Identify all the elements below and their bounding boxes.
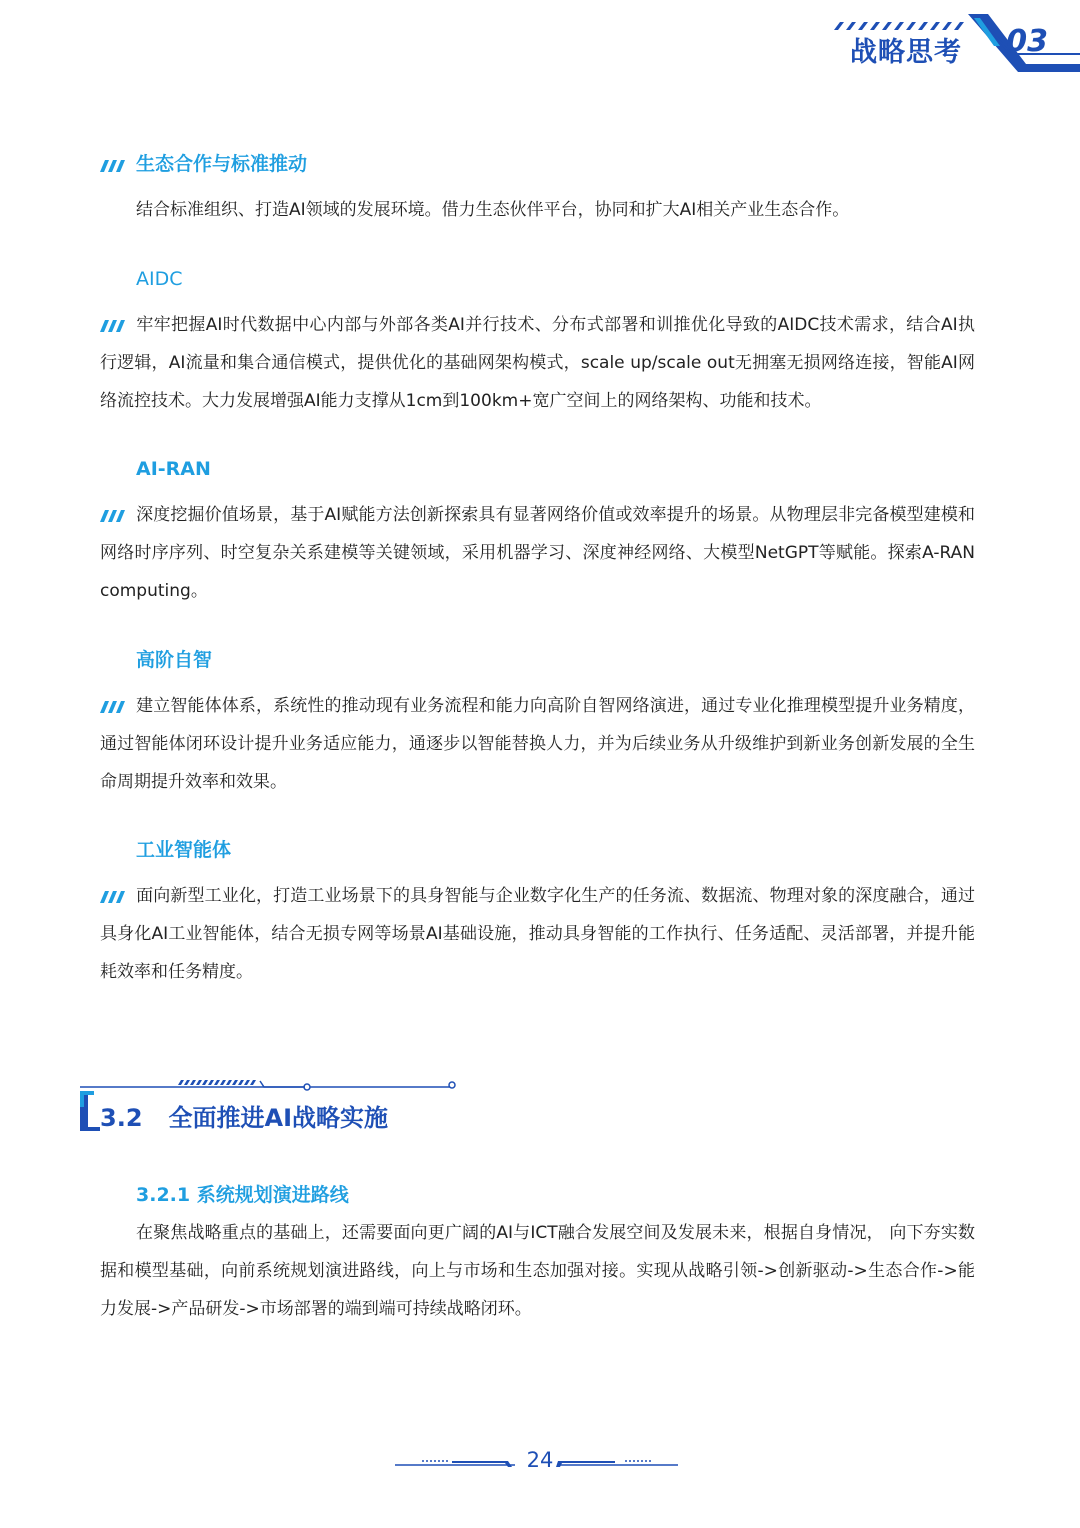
page-header [820, 0, 1080, 80]
aidc-heading: AIDC [136, 268, 183, 290]
ai-ran-heading: AI-RAN [136, 458, 211, 480]
section-ecology [100, 152, 975, 229]
slash-marks-icon [100, 510, 126, 522]
autonomy-heading: 高阶自智 [136, 649, 213, 671]
autonomy-paragraph [100, 687, 975, 801]
ai-ran-body: 深度挖掘价值场景，基于AI赋能方法创新探索具有显著网络价值或效率提升的场景。从物理层非完备模型建模和网络时序序列、时空复杂关系建模等关键领域，采用机器学习、深度神经网络、大模型NetGPT等赋能。探索A-RAN computing。 [100, 505, 975, 601]
subsection-3-2-1-body: 在聚焦战略重点的基础上，还需要面向更广阔的AI与ICT融合发展空间及发展未来，根据自身情况， 向下夯实数据和模型基础，向前系统规划演进路线，向上与市场和生态加强对接。实现从战略引领->创新驱动->生态合作->能力发展->产品研发->市场部署的端到端可持续战略闭环。 [100, 1223, 975, 1319]
slash-marks-icon [100, 701, 126, 713]
aidc-paragraph [100, 306, 975, 420]
page-number: 24 [526, 1448, 554, 1472]
industrial-heading: 工业智能体 [136, 839, 232, 861]
section-autonomy [100, 648, 975, 801]
section-ai-ran [100, 457, 975, 610]
slash-marks-icon [100, 160, 126, 172]
section-3-2-title [100, 1098, 388, 1133]
slash-marks-icon [100, 320, 126, 332]
ecology-heading-text: 生态合作与标准推动 [136, 153, 308, 175]
section-3-2-number: 3.2 [100, 1104, 143, 1132]
industrial-paragraph [100, 877, 975, 991]
ai-ran-paragraph [100, 496, 975, 610]
autonomy-body: 建立智能体体系，系统性的推动现有业务流程和能力向高阶自智网络演进，通过专业化推理模型提升业务精度，通过智能体闭环设计提升业务适应能力，通逐步以智能替换人力，并为后续业务从升级维护到新业务创新发展的全生命周期提升效率和效果。 [100, 696, 975, 792]
slash-marks-icon [100, 891, 126, 903]
header-title: 战略思考 [850, 37, 962, 68]
industrial-body: 面向新型工业化，打造工业场景下的具身智能与企业数字化生产的任务流、数据流、物理对象的深度融合，通过具身化AI工业智能体，结合无损专网等场景AI基础设施，推动具身智能的工作执行、任务适配、灵活部署，并提升能耗效率和任务精度。 [100, 886, 975, 982]
subsection-3-2-1 [100, 1214, 975, 1328]
section-aidc [100, 267, 975, 420]
aidc-body: 牢牢把握AI时代数据中心内部与外部各类AI并行技术、分布式部署和训推优化导致的AIDC技术需求，结合AI执行逻辑，AI流量和集合通信模式，提供优化的基础网架构模式，scale up/scale out无拥塞无损网络连接，智能AI网络流控技术。大力发展增强AI能力支撑从1cm到100km+宽广空间上的网络架构、功能和技术。 [100, 315, 975, 411]
section-3-2-title-text: 全面推进AI战略实施 [168, 1104, 389, 1132]
ecology-body: 结合标准组织、打造AI领域的发展环境。借力生态伙伴平台，协同和扩大AI相关产业生态合作。 [136, 200, 850, 220]
chapter-number: 03 [1006, 24, 1048, 59]
subsection-3-2-1-title: 3.2.1 系统规划演进路线 [136, 1184, 349, 1206]
section-industrial [100, 838, 975, 991]
ecology-heading [100, 152, 975, 176]
